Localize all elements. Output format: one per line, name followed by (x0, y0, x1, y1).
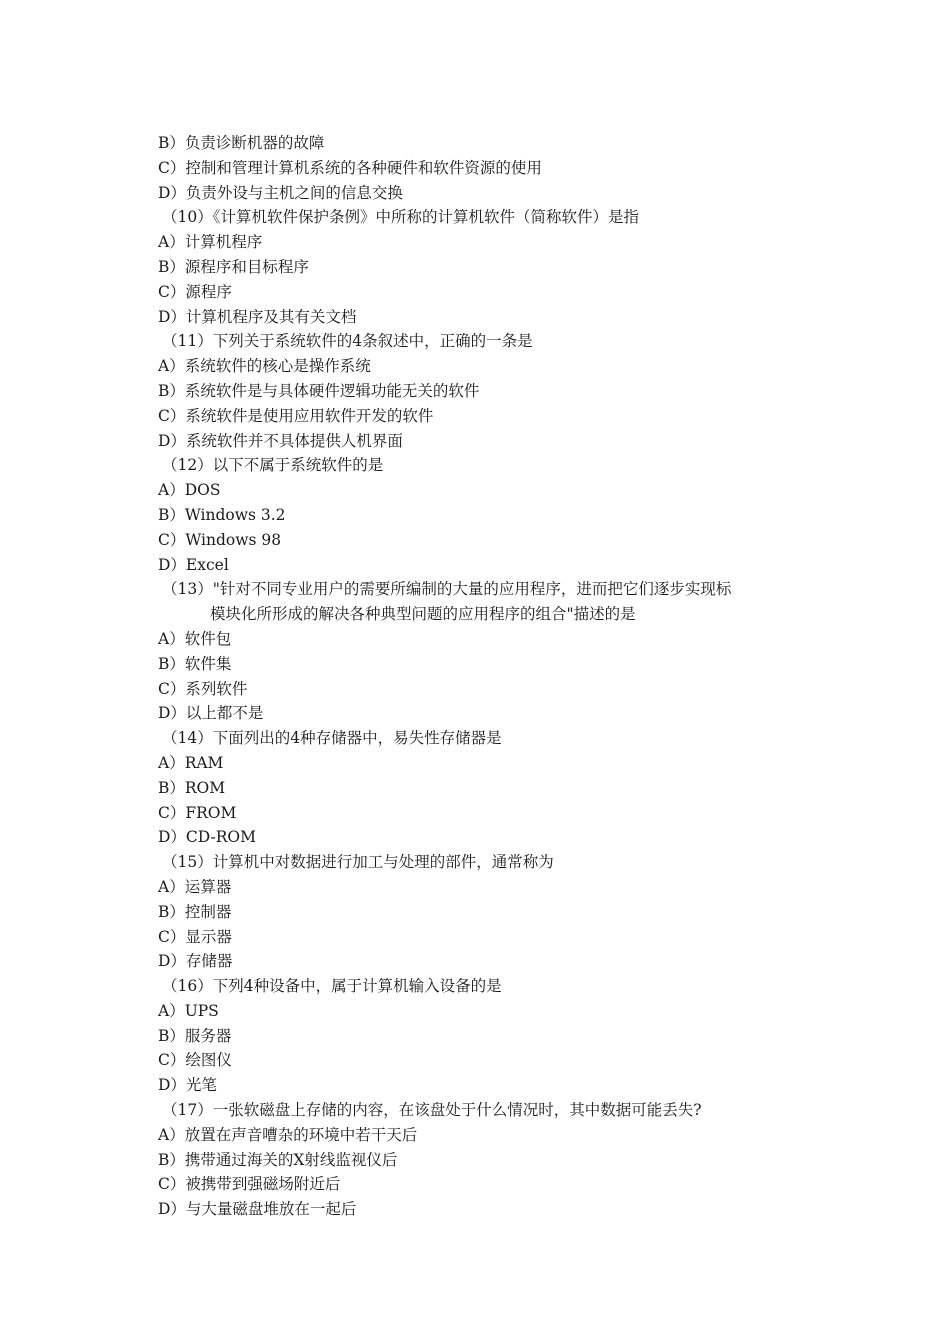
answer-option: C）FROM (158, 803, 237, 822)
answer-option: C）系列软件 (158, 679, 248, 698)
question-list (158, 131, 768, 1222)
answer-option: B）软件集 (158, 654, 232, 673)
question-stem: （11）下列关于系统软件的4条叙述中，正确的一条是 (162, 332, 533, 351)
answer-option: C）Windows 98 (158, 530, 282, 549)
question-stem: （15）计算机中对数据进行加工与处理的部件，通常称为 (162, 853, 554, 872)
answer-option: A）DOS (158, 481, 221, 500)
question-stem: （13）"针对不同专业用户的需要所编制的大量的应用程序，进而把它们逐步实现标 (162, 580, 732, 599)
answer-option: D）CD-ROM (158, 828, 256, 847)
answer-option: D）Excel (158, 555, 229, 574)
answer-option: D）光笔 (158, 1076, 217, 1095)
answer-option: C）源程序 (158, 282, 232, 301)
question-stem: （12）以下不属于系统软件的是 (162, 456, 384, 475)
answer-option: C）系统软件是使用应用软件开发的软件 (158, 406, 434, 425)
answer-option: B）服务器 (158, 1026, 232, 1045)
question-stem-continuation: 模块化所形成的解决各种典型问题的应用程序的组合"描述的是 (210, 605, 636, 624)
answer-option: B）Windows 3.2 (158, 505, 286, 524)
answer-option: A）RAM (158, 753, 224, 772)
answer-option: A）计算机程序 (158, 233, 263, 252)
question-stem: （10）《计算机软件保护条例》中所称的计算机软件（简称软件）是指 (162, 208, 639, 227)
answer-option: D）系统软件并不具体提供人机界面 (158, 431, 403, 450)
question-stem: （17）一张软磁盘上存储的内容，在该盘处于什么情况时，其中数据可能丢失? (162, 1101, 702, 1120)
answer-option: B）源程序和目标程序 (158, 257, 309, 276)
answer-option: D）以上都不是 (158, 704, 264, 723)
answer-option: B）系统软件是与具体硬件逻辑功能无关的软件 (158, 381, 480, 400)
answer-option: A）软件包 (158, 629, 232, 648)
question-stem: （14）下面列出的4种存储器中，易失性存储器是 (162, 729, 502, 748)
answer-option: A）运算器 (158, 877, 232, 896)
answer-option: B）控制器 (158, 902, 232, 921)
answer-option: D）与大量磁盘堆放在一起后 (158, 1200, 357, 1219)
answer-option: C）控制和管理计算机系统的各种硬件和软件资源的使用 (158, 158, 542, 177)
answer-option: A）放置在声音嘈杂的环境中若干天后 (158, 1125, 418, 1144)
answer-option: C）被携带到强磁场附近后 (158, 1175, 341, 1194)
answer-option: C）显示器 (158, 927, 232, 946)
answer-option: B）ROM (158, 778, 226, 797)
answer-option: B）负责诊断机器的故障 (158, 134, 325, 152)
answer-option: A）系统软件的核心是操作系统 (158, 357, 371, 376)
question-stem: （16）下列4种设备中，属于计算机输入设备的是 (162, 977, 502, 996)
answer-option: C）绘图仪 (158, 1051, 232, 1070)
answer-option: D）负责外设与主机之间的信息交换 (158, 183, 403, 202)
answer-option: A）UPS (158, 1001, 219, 1020)
answer-option: D）计算机程序及其有关文档 (158, 307, 357, 326)
answer-option: B）携带通过海关的X射线监视仪后 (158, 1150, 398, 1169)
answer-option: D）存储器 (158, 952, 233, 971)
